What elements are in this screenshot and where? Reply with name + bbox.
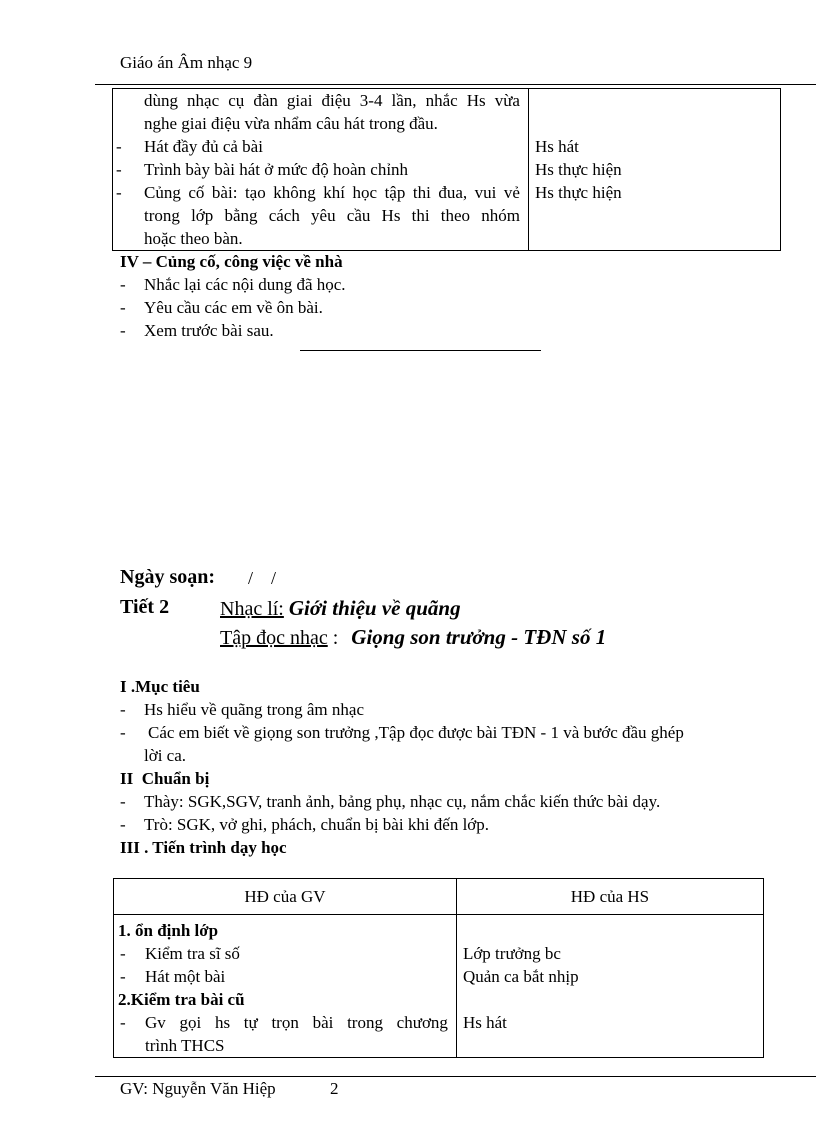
list-item: - Xem trước bài sau. xyxy=(120,321,274,340)
list-item: - Thày: SGK,SGV, tranh ảnh, bảng phụ, nhạc cụ, nắm chắc kiến thức bài dạy. xyxy=(120,792,661,811)
teacher-activity-cell xyxy=(113,89,529,251)
page-number: 2 xyxy=(330,1079,339,1098)
header-student-activity: HĐ của HS xyxy=(456,879,763,915)
header-teacher-activity: HĐ của GV xyxy=(114,879,457,915)
list-item: - Các em biết về giọng son trưởng ,Tập đọc được bài TĐN - 1 và bước đầu ghép xyxy=(120,723,684,742)
header-title: Giáo án Âm nhạc 9 xyxy=(120,53,253,72)
bullet-dash: - xyxy=(116,160,122,179)
list-item: - Yêu cầu các em về ôn bài. xyxy=(120,298,323,317)
text-line: dùng nhạc cụ đàn giai điệu 3-4 lần, nhắc Hs vừa xyxy=(144,91,520,110)
date-label: Ngày soạn: xyxy=(120,566,216,588)
teacher-activity-cell xyxy=(114,915,457,1058)
list-item: - Hát một bài xyxy=(120,967,226,986)
text-line: Lớp trưởng bc xyxy=(462,944,561,963)
activity-table xyxy=(113,878,764,1058)
text-line: Hs thực hiện xyxy=(534,183,622,202)
text-line: Quản ca bắt nhịp xyxy=(462,967,579,986)
list-item: - Nhắc lại các nội dung đã học. xyxy=(120,275,346,294)
section-consolidation xyxy=(120,250,760,342)
list-item: - Củng cố bài: tạo không khí học tập thi đua, vui vẻ xyxy=(116,183,520,202)
text-line: lời ca. xyxy=(144,746,187,765)
topic-sightreading-label: Tập đọc nhạc xyxy=(220,627,328,649)
bullet-dash: - xyxy=(116,183,122,202)
section-heading: I .Mục tiêu xyxy=(120,677,200,696)
section-heading: IV – Củng cố, công việc về nhà xyxy=(120,252,343,271)
topic-sightreading-title: Giọng son trưởng - TĐN số 1 xyxy=(351,625,607,649)
footer-rule xyxy=(95,1076,816,1077)
topic-theory-label: Nhạc lí: xyxy=(220,598,284,620)
text-line: trình THCS xyxy=(145,1036,225,1055)
list-item: - Trình bày bài hát ở mức độ hoàn chỉnh xyxy=(116,160,409,179)
section-heading: II Chuẩn bị xyxy=(120,769,210,788)
text-line: Hs hát xyxy=(534,137,579,156)
text-line: nghe giai điệu vừa nhẩm câu hát trong đầu. xyxy=(144,114,438,133)
list-item: - Kiểm tra sĩ số xyxy=(120,944,240,963)
text-line: Hs thực hiện xyxy=(534,160,622,179)
student-activity-cell xyxy=(528,89,780,251)
header-rule xyxy=(95,84,816,85)
lesson-objectives xyxy=(120,675,770,859)
date-value: / / xyxy=(248,568,277,588)
text-line: Hs hát xyxy=(462,1013,507,1032)
step-heading: 2.Kiểm tra bài cũ xyxy=(118,990,245,1009)
text-line: hoặc theo bàn. xyxy=(144,229,243,248)
list-item: - Hs hiểu về quãng trong âm nhạc xyxy=(120,700,364,719)
student-activity-cell xyxy=(456,915,763,1058)
list-item: - Trò: SGK, vở ghi, phách, chuẩn bị bài khi đến lớp. xyxy=(120,815,490,834)
list-item: - Hát đầy đủ cả bài xyxy=(116,137,263,156)
topic-theory xyxy=(220,596,461,621)
step-heading: 1. ổn định lớp xyxy=(118,921,219,940)
text-line: trong lớp bằng cách yêu cầu Hs thi theo nhóm xyxy=(144,206,520,225)
topic-theory-title: Giới thiệu về quãng xyxy=(288,596,461,620)
section-heading: III . Tiến trình dạy học xyxy=(120,838,287,857)
topic-sightreading: Tập đọc nhạc : Giọng son trưởng - TĐN số 1 xyxy=(220,625,607,649)
period-label: Tiết 2 xyxy=(120,596,170,618)
section-divider xyxy=(300,350,541,351)
footer-teacher: GV: Nguyễn Văn Hiệp xyxy=(120,1079,276,1098)
activity-table-continued xyxy=(112,88,781,251)
list-item: - Gv gọi hs tự trọn bài trong chương xyxy=(120,1013,448,1032)
bullet-dash: - xyxy=(116,137,122,156)
